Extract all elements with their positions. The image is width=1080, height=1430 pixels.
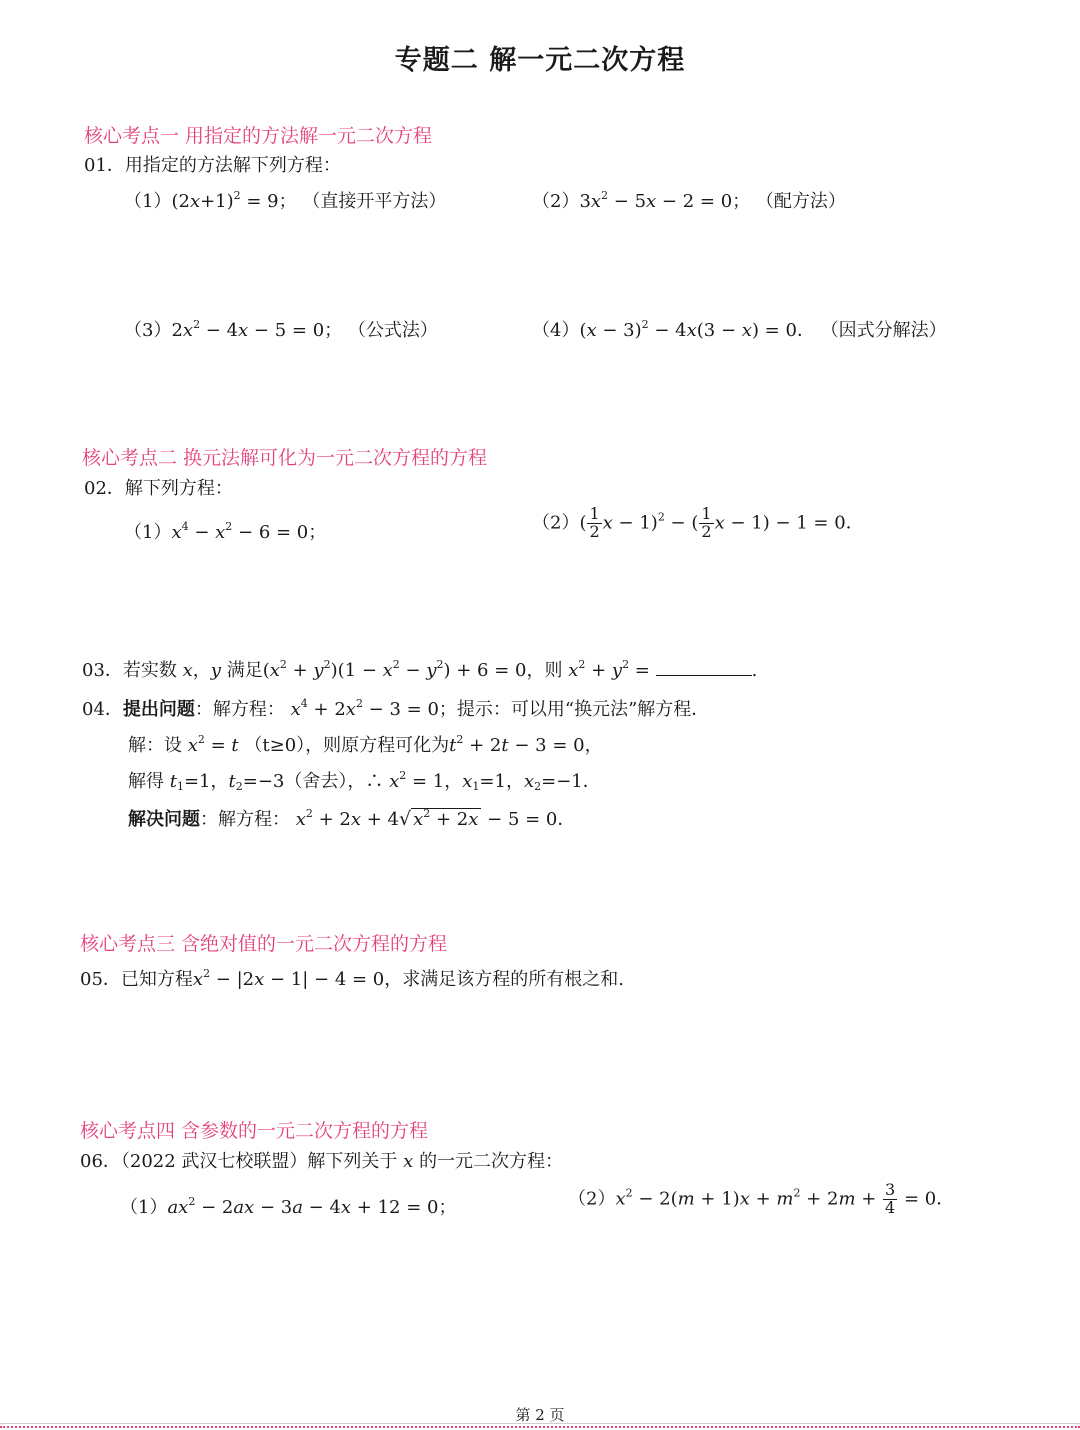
question-02-stem: 02．解下列方程： [84, 478, 233, 499]
question-02-item-2: （2）( $\frac{1}{2}$ x − 1)$^2$ − ( $\frac{1}{2}$ x − 1) − 1 = 0． [532, 504, 864, 541]
question-04-line-3: 解得 $t_1=1$，$t_2=-3$（舍去），∴ $x^2 = 1$，$x_1=1$，$x_2=-1$． [128, 769, 601, 793]
question-01-item-1: $(1)(2x+1)^2 = 9$； （直接开平方法） [124, 189, 447, 212]
question-01-item-3: $(3)2x^2 - 4x - 5 = 0$； （公式法） [124, 318, 438, 341]
question-04-line-2: 解：设 $x^2 = t$ （t≥0），则原方程可化为$t^2 + 2t - 3 = 0$， [128, 733, 603, 756]
question-04-line-4: 解决问题：解方程： $x^2 + 2x + 4√$ $x^2 + 2x - 5 = 0$． [128, 807, 576, 830]
section-heading-1: 核心考点一 用指定的方法解一元二次方程 [84, 125, 433, 147]
page-title: 专题二 解一元二次方程 [394, 45, 686, 76]
question-05: 05．已知方程$x^2 - |2x - 1| - 4 = 0$，求满足该方程的所有根之和. [80, 967, 624, 990]
question-06-stem: 06．（2022 武汉七校联盟）解下列关于 x 的一元二次方程： [80, 1151, 564, 1172]
question-01-item-4: $(4)(x - 3)^2 - 4x(3 - x) = 0$． （因式分解法） [532, 318, 947, 341]
question-06-item-2: $(2)x^2 - 2(m + 1)x + m^2 + 2m$ + $\frac{3}{4}$ = 0． [568, 1180, 955, 1217]
question-01-item-2: $(2)3x^2 - 5x - 2 = 0$； （配方法） [532, 189, 846, 212]
question-04-line-1: 04．提出问题：解方程： $x^4 + 2x^2 - 3 = 0$；提示：可以用“换元法”解方程． [82, 697, 710, 720]
question-06-item-1: $(1)ax^2 - 2ax - 3a - 4x + 12 = 0$； [120, 1195, 457, 1218]
question-03: 03．若实数 x，y 满足$(x^2 + y^2)(1 - x^2 - y^2) + 6 = 0$，则 $x^2 + y^2$ = . [82, 658, 758, 681]
page-number: 第 2 页 [515, 1406, 565, 1424]
question-01-stem: 01．用指定的方法解下列方程： [84, 155, 341, 176]
section-heading-2: 核心考点二 换元法解可化为一元二次方程的方程 [82, 447, 488, 469]
section-heading-3: 核心考点三 含绝对值的一元二次方程的方程 [80, 933, 448, 955]
question-02-item-1: $(1)x^4 - x^2 - 6 = 0$； [124, 520, 327, 543]
bottom-dotted-border [0, 1426, 1080, 1428]
section-heading-4: 核心考点四 含参数的一元二次方程的方程 [80, 1120, 429, 1142]
answer-blank[interactable] [656, 661, 752, 676]
